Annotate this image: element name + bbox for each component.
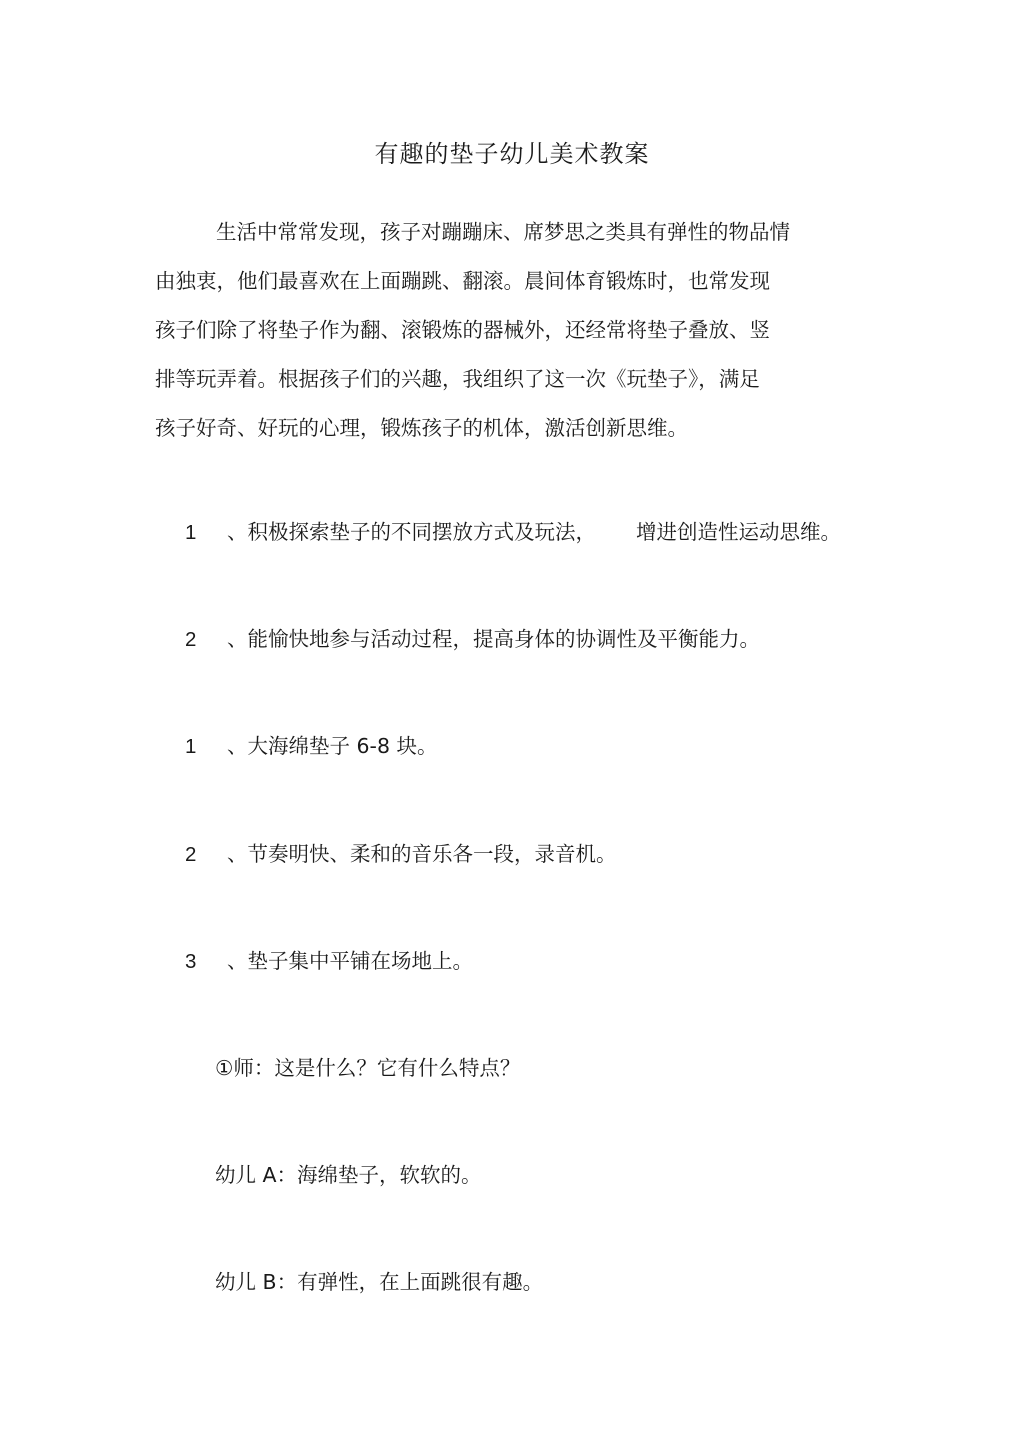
intro-line: 生活中常常发现，孩子对蹦蹦床、席梦思之类具有弹性的物品情 xyxy=(216,220,790,244)
document-title: 有趣的垫子幼儿美术教案 xyxy=(374,140,650,168)
dialog-line: ①师：这是什么？它有什么特点？ xyxy=(215,1056,521,1080)
goal-number: 1 xyxy=(185,521,197,544)
intro-line: 排等玩弄着。根据孩子们的兴趣，我组织了这一次《玩垫子》，满足 xyxy=(155,367,760,391)
intro-paragraph xyxy=(155,208,845,453)
goal-text: 、积极探索垫子的不同摆放方式及玩法， xyxy=(227,520,596,544)
material-number: 2 xyxy=(185,843,197,866)
intro-line: 由独衷，他们最喜欢在上面蹦跳、翻滚。晨间体育锻炼时，也常发现 xyxy=(155,269,770,293)
material-number: 3 xyxy=(185,950,197,973)
material-item xyxy=(185,731,438,762)
intro-line: 孩子好奇、好玩的心理，锻炼孩子的机体，激活创新思维。 xyxy=(155,416,688,440)
material-number: 1 xyxy=(185,735,197,758)
dialog-line: 幼儿 B：有弹性，在上面跳很有趣。 xyxy=(215,1270,544,1294)
material-text: 、垫子集中平铺在场地上。 xyxy=(227,949,473,973)
material-item xyxy=(185,946,473,977)
goal-text-continued: 增进创造性运动思维。 xyxy=(636,520,841,544)
goal-text: 、能愉快地参与活动过程，提高身体的协调性及平衡能力。 xyxy=(227,627,760,651)
dialog-line: 幼儿 A：海绵垫子，软软的。 xyxy=(215,1163,482,1187)
material-text: 、节奏明快、柔和的音乐各一段，录音机。 xyxy=(227,842,617,866)
goal-item xyxy=(185,517,841,548)
material-text: 、大海绵垫子 6-8 块。 xyxy=(227,734,438,758)
material-item xyxy=(185,839,617,870)
intro-line: 孩子们除了将垫子作为翻、滚锻炼的器械外，还经常将垫子叠放、竖 xyxy=(155,318,770,342)
goal-item xyxy=(185,624,760,655)
goal-number: 2 xyxy=(185,628,197,651)
